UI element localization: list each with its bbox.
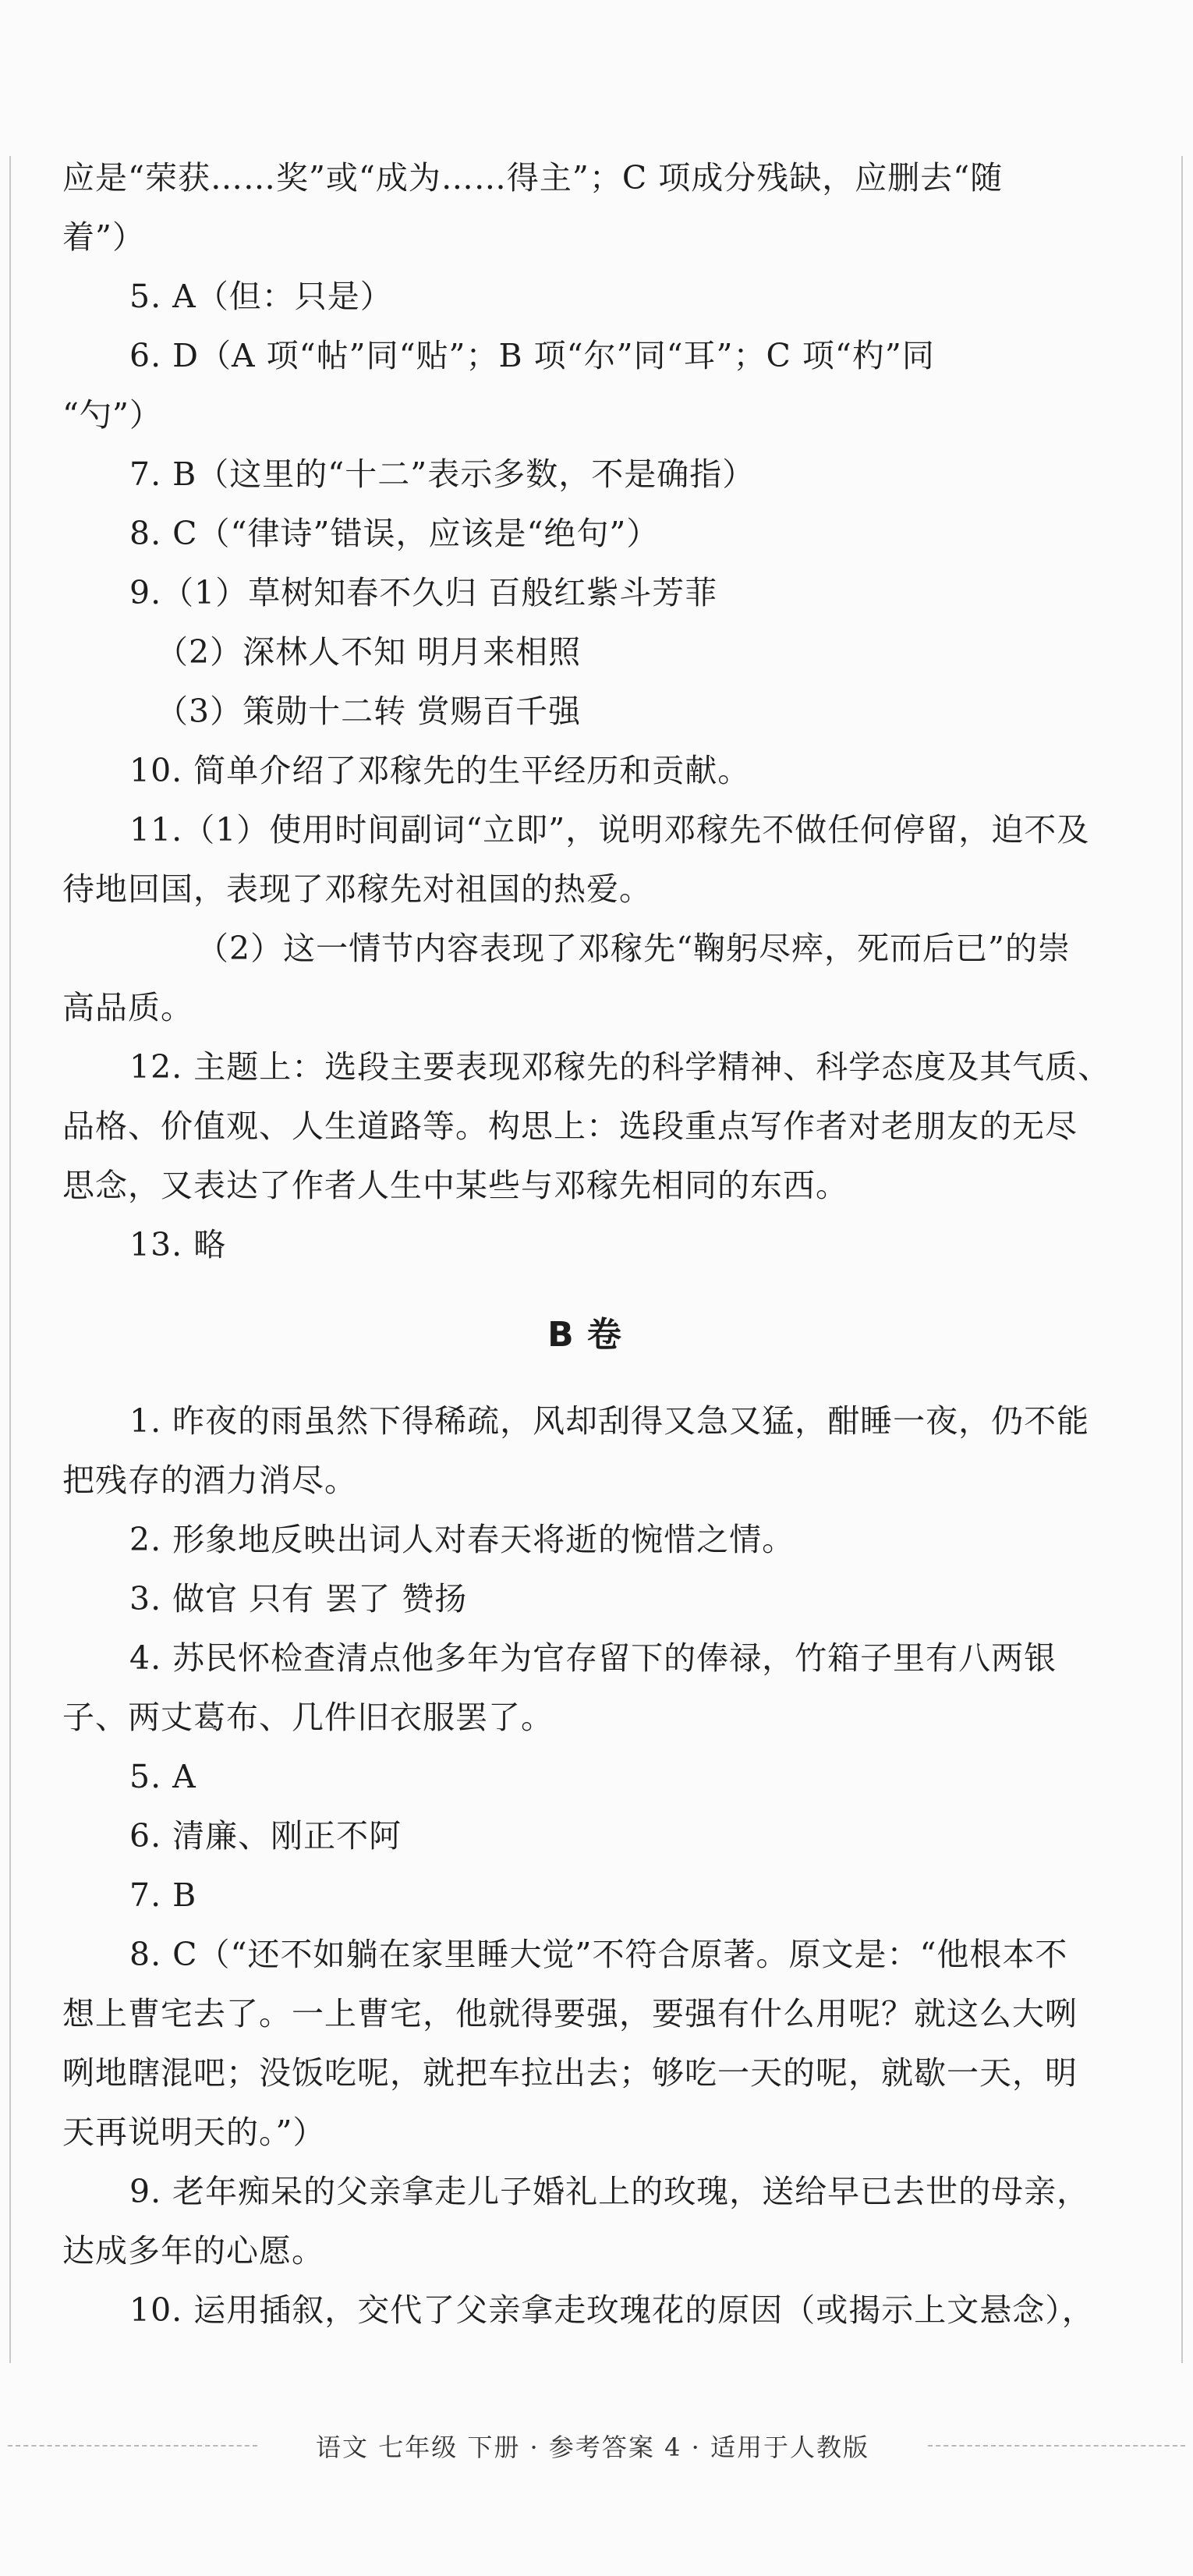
text-line: 咧地瞎混吧；没饭吃呢，就把车拉出去；够吃一天的呢，就歇一天，明 <box>62 2054 1078 2092</box>
answer-item: 4. 苏民怀检查清点他多年为官存留下的俸禄，竹箱子里有八两银 <box>129 1639 1057 1677</box>
text-line: 思念，又表达了作者人生中某些与邓稼先相同的东西。 <box>62 1167 848 1204</box>
text-line: 子、两丈葛布、几件旧衣服罢了。 <box>62 1699 554 1736</box>
answer-item: 9.（1）草树知春不久归 百般红紫斗芳菲 <box>129 574 718 611</box>
answer-item: 7. B <box>129 1876 197 1914</box>
footer-rule-right <box>928 2445 1185 2447</box>
text-line: 天再说明天的。”） <box>62 2114 326 2151</box>
text-line: 着”） <box>62 218 145 256</box>
answer-item: 11.（1）使用时间副词“立即”，说明邓稼先不做任何停留，迫不及 <box>129 811 1090 849</box>
text-line: 待地回国，表现了邓稼先对祖国的热爱。 <box>62 870 652 908</box>
text-line: 应是“荣获……奖”或“成为……得主”；C 项成分残缺，应删去“随 <box>62 159 1004 197</box>
footer-rule-left <box>8 2445 257 2447</box>
section-b-title: B 卷 <box>547 1315 622 1355</box>
answer-item: 7. B（这里的“十二”表示多数，不是确指） <box>129 455 756 493</box>
answer-item: 13. 略 <box>129 1226 227 1263</box>
answer-item: 3. 做官 只有 罢了 赞扬 <box>129 1580 468 1618</box>
footer-text: 语文 七年级 下册 · 参考答案 4 · 适用于人教版 <box>316 2432 869 2462</box>
answer-item: 5. A（但：只是） <box>129 278 393 315</box>
answer-subitem: （3）策勋十二转 赏赐百千强 <box>156 693 582 730</box>
answer-item: 8. C（“还不如躺在家里睡大觉”不符合原著。原文是：“他根本不 <box>129 1936 1068 1973</box>
text-line: 高品质。 <box>62 989 193 1026</box>
text-line: “勺”） <box>62 396 162 434</box>
answer-item: 5. A <box>129 1758 196 1795</box>
right-margin-rule <box>1181 156 1183 2363</box>
answer-subitem: （2）深林人不知 明月来相照 <box>156 633 582 671</box>
answer-item: 2. 形象地反映出词人对春天将逝的惋惜之情。 <box>129 1521 795 1558</box>
page-footer <box>0 2422 1193 2468</box>
answer-item: 1. 昨夜的雨虽然下得稀疏，风却刮得又急又猛，酣睡一夜，仍不能 <box>129 1402 1090 1440</box>
answer-item: 6. D（A 项“帖”同“贴”；B 项“尔”同“耳”；C 项“杓”同 <box>129 337 935 374</box>
answer-content <box>62 148 1111 2340</box>
text-line: 达成多年的心愿。 <box>62 2232 324 2270</box>
answer-item: 12. 主题上：选段主要表现邓稼先的科学精神、科学态度及其气质、 <box>129 1048 1111 1086</box>
answer-subitem: （2）这一情节内容表现了邓稼先“鞠躬尽瘁，死而后已”的崇 <box>196 930 1071 967</box>
answer-item: 9. 老年痴呆的父亲拿走儿子婚礼上的玫瑰，送给早已去世的母亲， <box>129 2173 1090 2210</box>
text-line: 品格、价值观、人生道路等。构思上：选段重点写作者对老朋友的无尽 <box>62 1107 1078 1145</box>
left-margin-rule <box>9 156 11 2363</box>
text-line: 把残存的酒力消尽。 <box>62 1462 357 1499</box>
answer-item: 10. 运用插叙，交代了父亲拿走玫瑰花的原因（或揭示上文悬念）， <box>129 2291 1095 2329</box>
answer-item: 6. 清廉、刚正不阿 <box>129 1817 402 1855</box>
answer-item: 10. 简单介绍了邓稼先的生平经历和贡献。 <box>129 752 751 789</box>
answer-item: 8. C（“律诗”错误，应该是“绝句”） <box>129 515 660 552</box>
text-line: 想上曹宅去了。一上曹宅，他就得要强，要强有什么用呢？就这么大咧 <box>62 1995 1078 2032</box>
